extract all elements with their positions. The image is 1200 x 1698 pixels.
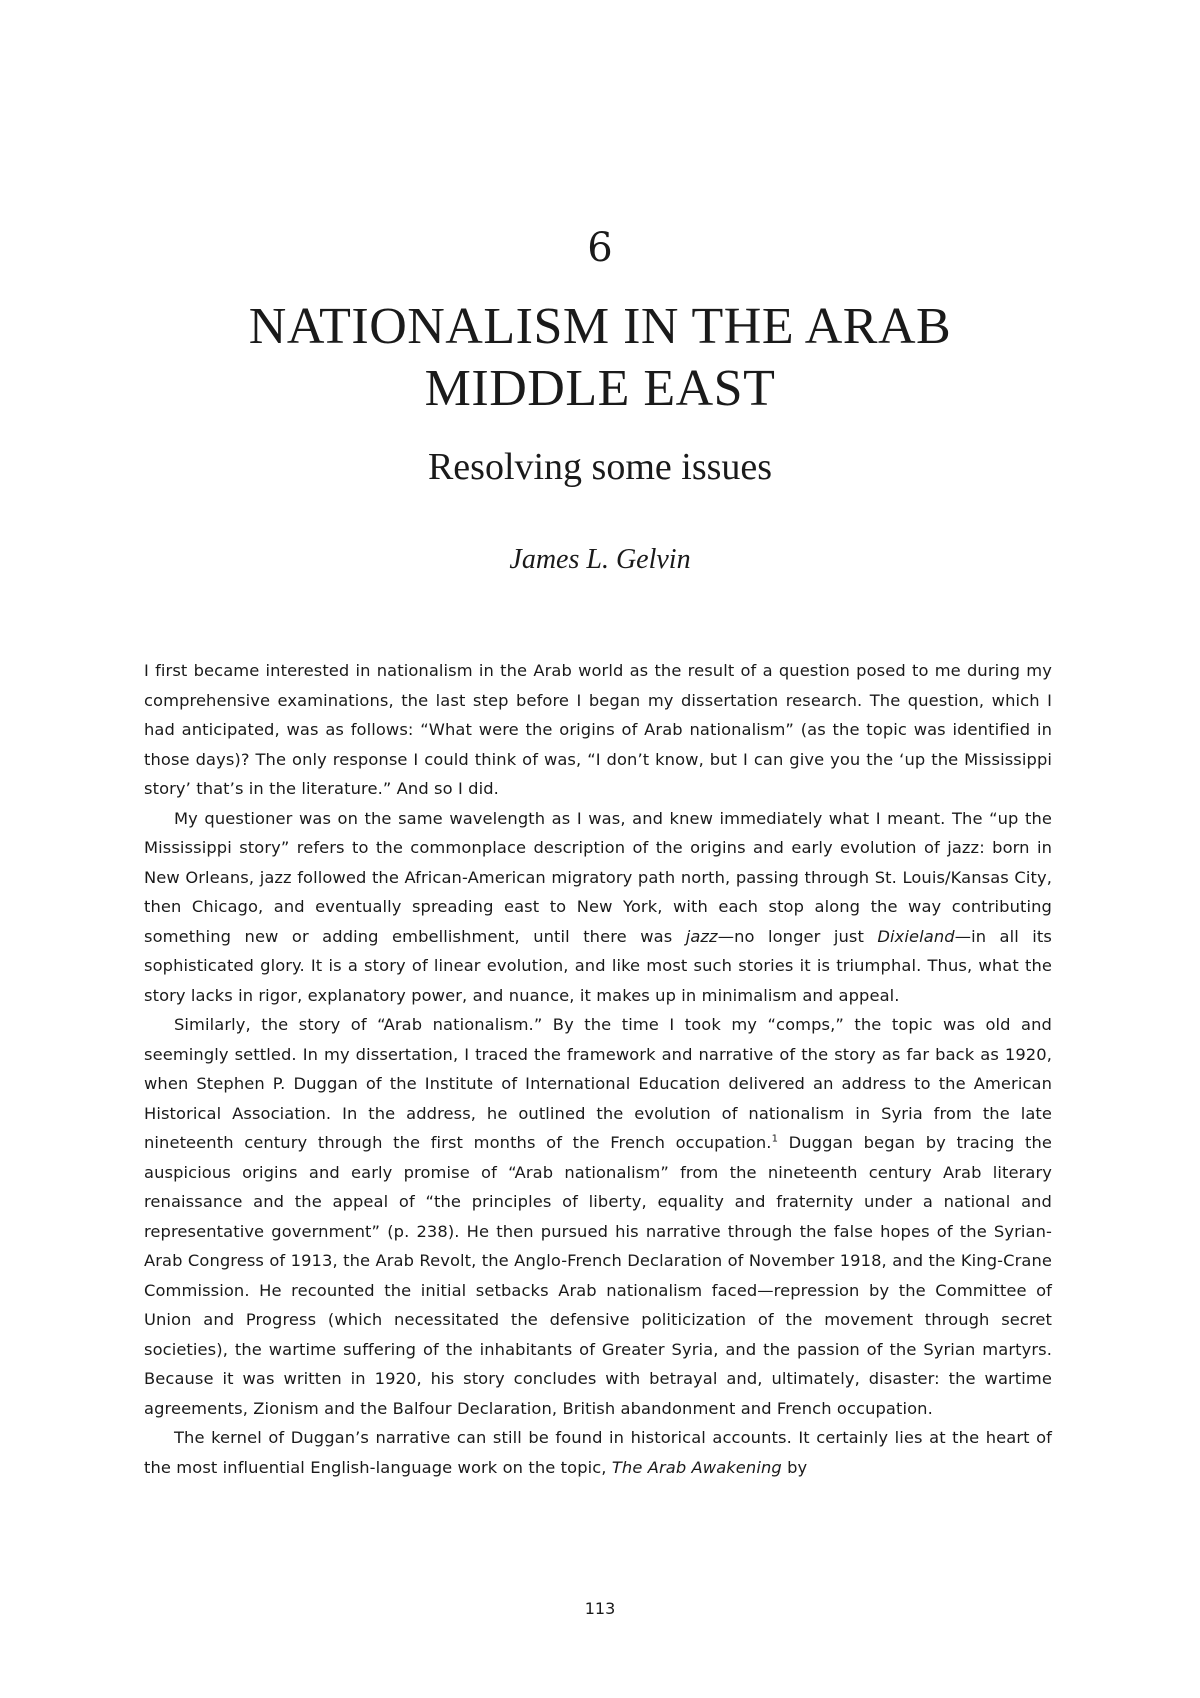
author-name: James L. Gelvin bbox=[509, 544, 691, 575]
paragraph-4-text-a: The kernel of Duggan’s narrative can still be found in historical accounts. It certainly lies at the heart of the most influential English-language work on the topic, bbox=[144, 1428, 1052, 1477]
paragraph-2-emphasis-jazz: jazz bbox=[685, 926, 718, 946]
paragraph-3-text-a: Similarly, the story of “Arab nationalism.” By the time I took my “comps,” the topic was old and seemingly settled. In my dissertation, I traced the framework and narrative of the story as far back as 1920, when Stephen P. Duggan of the Institute of International Education delivered an address to the American Historical Association. In the address, he outlined the evolution of nationalism in Syria from the late nineteenth century through the first months of the French occupation. bbox=[144, 1015, 1052, 1152]
paragraph-3 bbox=[144, 1010, 1052, 1423]
chapter-number: 6 bbox=[587, 225, 613, 271]
paragraph-3-text-b: Duggan began by tracing the auspicious origins and early promise of “Arab nationalism” from the nineteenth century Arab literary renaissance and the appeal of “the principles of liberty, equality and fraternity under a national and representative government” (p. 238). He then pursued his narrative through the false hopes of the Syrian-Arab Congress of 1913, the Arab Revolt, the Anglo-French Declaration of November 1918, and the King-Crane Commission. He recounted the initial setbacks Arab nationalism faced—repression by the Committee of Union and Progress (which necessitated the defensive politicization of the movement through secret societies), the wartime suffering of the inhabitants of Greater Syria, and the passion of the Syrian martyrs. Because it was written in 1920, his story concludes with betrayal and, ultimately, disaster: the wartime agreements, Zionism and the Balfour Declaration, British abandonment and French occupation. bbox=[144, 1133, 1053, 1418]
paragraph-4-text-b: by bbox=[781, 1457, 808, 1477]
chapter-title: NATIONALISM IN THE ARAB MIDDLE EAST bbox=[248, 298, 952, 417]
footnote-reference-1[interactable]: 1 bbox=[771, 1133, 779, 1145]
paragraph-2-text-a: My questioner was on the same wavelength as I was, and knew immediately what I meant. The “up the Mississippi story” refers to the commonplace description of the origins and early evolution of jazz: born in New Orleans, jazz followed the African-American migratory path north, passing through St. Louis/Kansas City, then Chicago, and eventually spreading east to New York, with each stop along the way contributing something new or adding embellishment, until there was bbox=[144, 808, 1052, 946]
paragraph-1 bbox=[144, 656, 1052, 804]
paragraph-2-text-c: —in all its sophisticated glory. It is a story of linear evolution, and like most such stories it is triumphal. Thus, what the story lacks in rigor, explanatory power, and nuance, it makes up in minimalism and appeal. bbox=[144, 926, 1052, 1005]
chapter-subtitle: Resolving some issues bbox=[427, 446, 773, 488]
paragraph-2 bbox=[144, 804, 1052, 1011]
paragraph-4-book-title: The Arab Awakening bbox=[611, 1457, 782, 1477]
paragraph-4 bbox=[144, 1423, 1052, 1482]
paragraph-2-emphasis-dixieland: Dixieland bbox=[877, 926, 955, 946]
body-text bbox=[144, 656, 1052, 1482]
page-number: 113 bbox=[584, 1599, 616, 1618]
paragraph-1-text: I first became interested in nationalism in the Arab world as the result of a question posed to me during my comprehensive examinations, the last step before I began my dissertation research. The question, which I had anticipated, was as follows: “What were the origins of Arab nationalism” (as the topic was identified in those days)? The only response I could think of was, “I don’t know, but I can give you the ‘up the Mississippi story’ that’s in the literature.” And so I did. bbox=[144, 661, 1052, 798]
paragraph-2-text-b: —no longer just bbox=[717, 926, 878, 946]
